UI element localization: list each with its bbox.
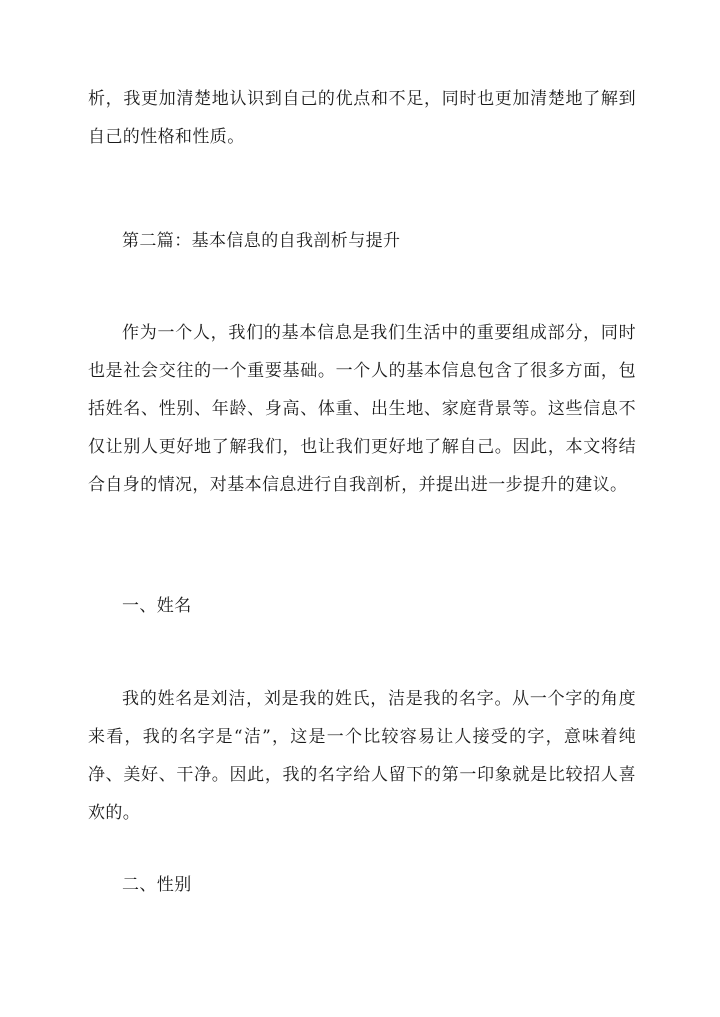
section-heading-name: 一、姓名: [122, 596, 192, 616]
paragraph-continuation: 析，我更加清楚地认识到自己的优点和不足，同时也更加清楚地了解到自己的性格和性质。: [88, 89, 636, 147]
section-paragraph-name: 我的姓名是刘洁，刘是我的姓氏，洁是我的名字。从一个字的角度来看，我的名字是“洁”，这是一个比较容易让人接受的字，意味着纯净、美好、干净。因此，我的名字给人留下的第一印象就是比较招人喜欢的。: [88, 689, 636, 823]
section-heading-gender: 二、性别: [122, 875, 192, 895]
article-title: 第二篇：基本信息的自我剖析与提升: [122, 231, 401, 251]
intro-paragraph: 作为一个人，我们的基本信息是我们生活中的重要组成部分，同时也是社会交往的一个重要基础。一个人的基本信息包含了很多方面，包括姓名、性别、年龄、身高、体重、出生地、家庭背景等。这些信息不仅让别人更好地了解我们，也让我们更好地了解自己。因此，本文将结合自身的情况，对基本信息进行自我剖析，并提出进一步提升的建议。: [88, 323, 636, 495]
